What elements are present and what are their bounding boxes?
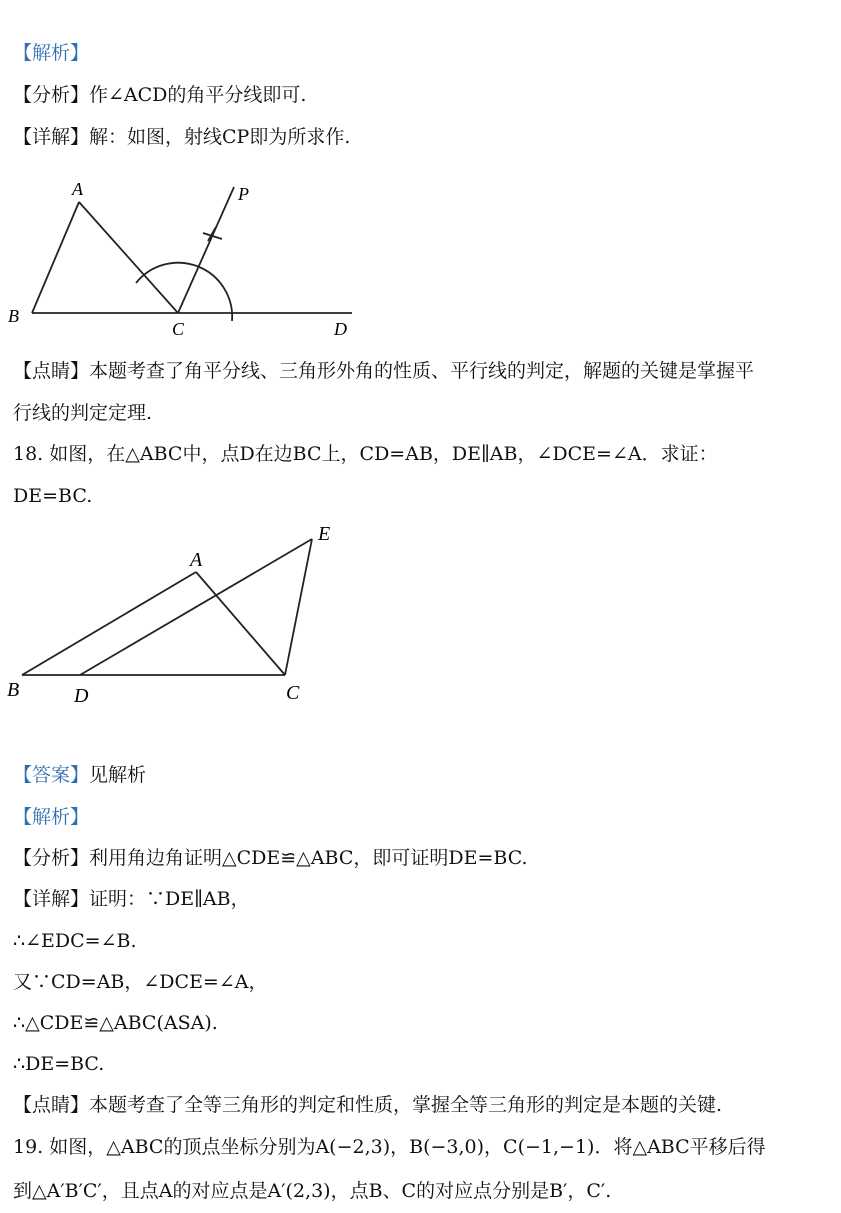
label-c: C <box>286 682 300 704</box>
ray-cp <box>178 187 234 313</box>
line-ab <box>32 202 79 313</box>
question-19: 19. 如图，△ABC的顶点坐标分别为A(−2,3)，B(−3,0)，C(−1,−1)．将△ABC平移后得 <box>13 1136 766 1158</box>
figure-triangles <box>0 520 360 710</box>
remark-text-1: 【点睛】本题考查了角平分线、三角形外角的性质、平行线的判定，解题的关键是掌握平 <box>13 360 755 382</box>
line-ac <box>196 572 285 675</box>
label-d: D <box>334 319 347 339</box>
label-e: E <box>318 523 331 545</box>
line-ec <box>285 539 312 675</box>
label-p: P <box>238 184 249 204</box>
analysis-text: 【分析】作∠ACD的角平分线即可. <box>13 84 307 106</box>
label-b: B <box>8 306 19 326</box>
question-18-cont: DE=BC. <box>13 485 93 507</box>
proof-line-2: ∴∠EDC=∠B. <box>13 930 137 952</box>
label-a: A <box>72 179 83 199</box>
label-b: B <box>7 679 20 701</box>
analysis-heading: 【解析】 <box>13 42 90 64</box>
question-19-cont: 到△A′B′C′，且点A的对应点是A′(2,3)，点B、C的对应点分别是B′，C′. <box>13 1180 612 1202</box>
arc-mark-2 <box>208 227 216 241</box>
proof-line-5: ∴DE=BC. <box>13 1053 105 1075</box>
proof-line-3: 又∵CD=AB，∠DCE=∠A， <box>13 971 268 993</box>
answer-tag: 【答案】 <box>13 764 90 786</box>
figure-angle-bisector <box>0 175 370 345</box>
detail-text: 【详解】解：如图，射线CP即为所求作. <box>13 126 351 148</box>
question-18: 18. 如图，在△ABC中，点D在边BC上，CD=AB，DE∥AB，∠DCE=∠A．求证： <box>13 443 718 465</box>
label-d: D <box>74 685 89 707</box>
analysis-text-2: 【分析】利用角边角证明△CDE≌△ABC，即可证明DE=BC. <box>13 847 528 869</box>
line-ba <box>22 572 196 675</box>
label-a: A <box>190 549 203 571</box>
line-ac <box>79 202 178 313</box>
answer-text: 见解析 <box>89 764 147 786</box>
remark-text-3: 【点睛】本题考查了全等三角形的判定和性质，掌握全等三角形的判定是本题的关键. <box>13 1094 723 1116</box>
proof-line-4: ∴△CDE≌△ABC(ASA). <box>13 1012 218 1034</box>
proof-line-1: 【详解】证明：∵DE∥AB， <box>13 888 250 910</box>
answer-line <box>13 762 146 788</box>
analysis-heading-2: 【解析】 <box>13 806 90 828</box>
remark-text-2: 行线的判定定理. <box>13 402 153 424</box>
label-c: C <box>172 319 185 339</box>
